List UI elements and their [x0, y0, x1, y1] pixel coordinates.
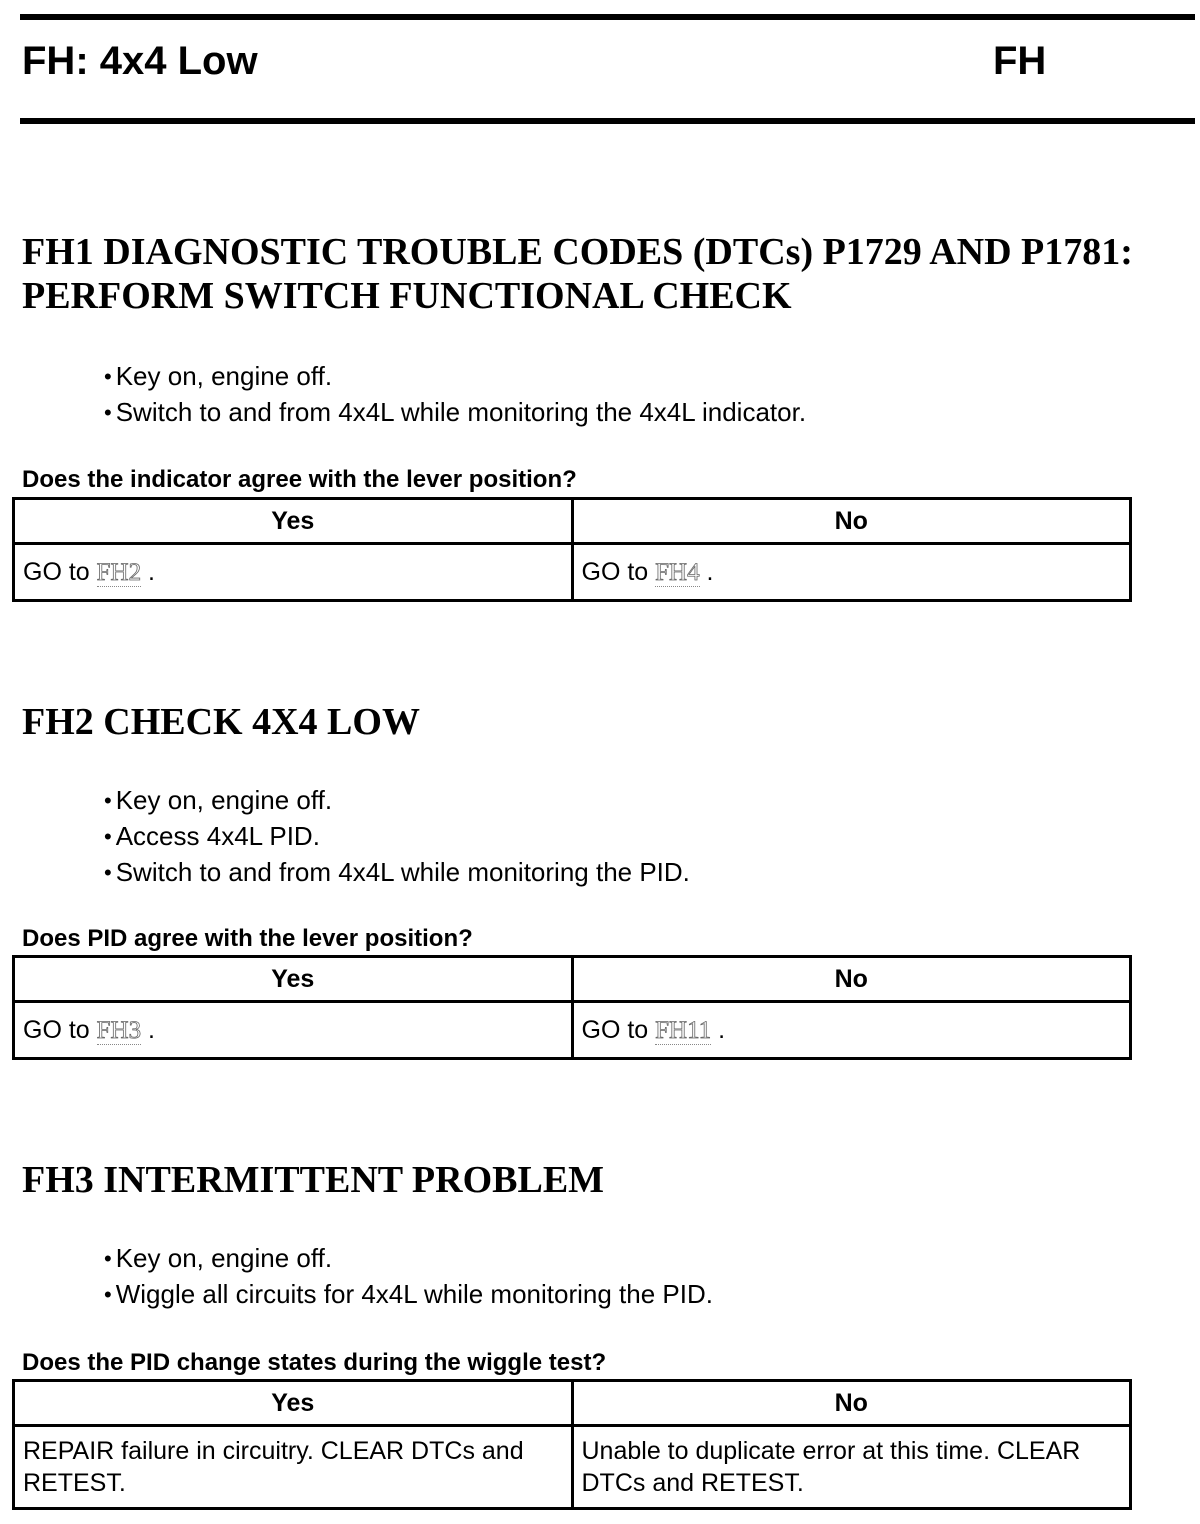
- link-fh11[interactable]: FH11: [655, 1016, 712, 1044]
- step-fh2-answer-table: [12, 955, 1132, 1060]
- header-bottom-rule: [20, 118, 1195, 124]
- list-item: • Key on, engine off.: [104, 783, 690, 819]
- no-cell: GO to FH11 .: [572, 1002, 1131, 1059]
- yes-header: Yes: [14, 1381, 573, 1426]
- step-fh1-title: FH1 DIAGNOSTIC TROUBLE CODES (DTCs) P1729 AND P1781: PERFORM SWITCH FUNCTIONAL CHECK: [22, 231, 1133, 317]
- list-item: • Key on, engine off.: [104, 1241, 713, 1277]
- link-fh3[interactable]: FH3: [96, 1016, 142, 1044]
- step-fh3-bullets: [104, 1241, 713, 1313]
- step-fh3-answer-table: [12, 1379, 1132, 1510]
- step-fh3-question: Does the PID change states during the wiggle test?: [22, 1349, 607, 1376]
- link-fh2[interactable]: FH2: [96, 558, 142, 586]
- list-item: • Wiggle all circuits for 4x4L while monitoring the PID.: [104, 1277, 713, 1313]
- page-title: FH: 4x4 Low: [22, 39, 258, 83]
- list-item: • Access 4x4L PID.: [104, 819, 690, 855]
- no-header: No: [572, 499, 1131, 544]
- yes-cell: REPAIR failure in circuitry. CLEAR DTCs and RETEST.: [14, 1426, 573, 1509]
- step-fh1-answer-table: [12, 497, 1132, 602]
- list-item: • Key on, engine off.: [104, 359, 806, 395]
- no-cell: GO to FH4 .: [572, 544, 1131, 601]
- top-rule: [20, 14, 1195, 20]
- list-item: • Switch to and from 4x4L while monitoring the PID.: [104, 855, 690, 891]
- step-fh1-question: Does the indicator agree with the lever position?: [22, 466, 577, 493]
- yes-cell: GO to FH2 .: [14, 544, 573, 601]
- no-header: No: [572, 1381, 1131, 1426]
- step-fh2-bullets: [104, 783, 690, 891]
- yes-cell: GO to FH3 .: [14, 1002, 573, 1059]
- no-cell: Unable to duplicate error at this time. CLEAR DTCs and RETEST.: [572, 1426, 1131, 1509]
- section-code: FH: [993, 39, 1047, 83]
- step-fh1-bullets: [104, 359, 806, 431]
- yes-header: Yes: [14, 499, 573, 544]
- no-header: No: [572, 957, 1131, 1002]
- step-fh3-title: FH3 INTERMITTENT PROBLEM: [22, 1159, 605, 1201]
- list-item: • Switch to and from 4x4L while monitoring the 4x4L indicator.: [104, 395, 806, 431]
- step-fh2-question: Does PID agree with the lever position?: [22, 925, 473, 952]
- link-fh4[interactable]: FH4: [655, 558, 700, 586]
- step-fh2-title: FH2 CHECK 4X4 LOW: [22, 701, 420, 743]
- yes-header: Yes: [14, 957, 573, 1002]
